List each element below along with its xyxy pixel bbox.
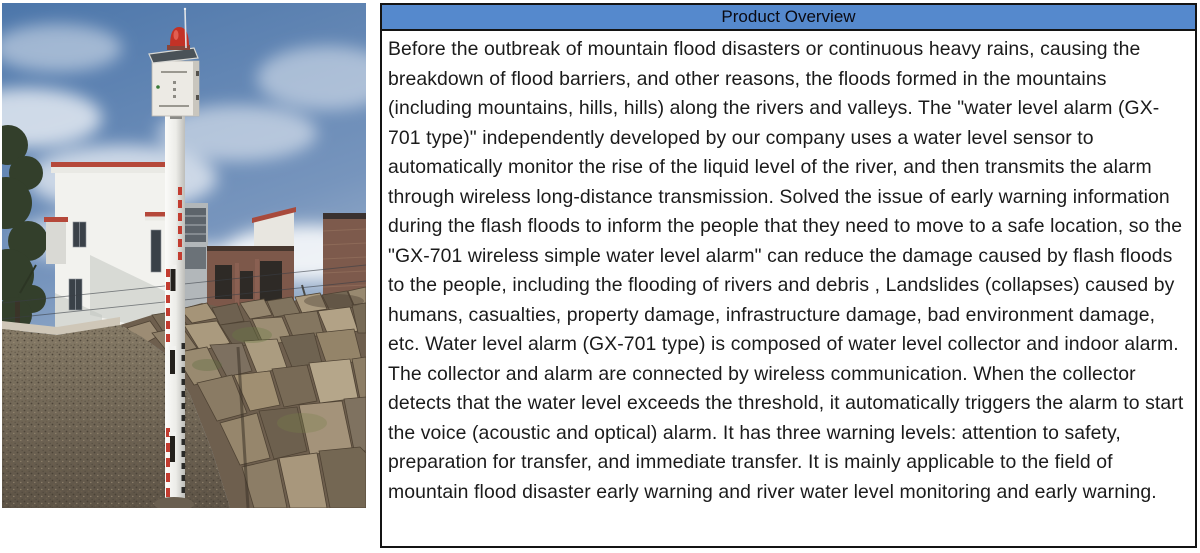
- site-photo: [2, 3, 366, 508]
- indicator-led: [156, 85, 160, 89]
- product-overview-panel: [380, 3, 1197, 548]
- panel-body-text: Before the outbreak of mountain flood disasters or continuous heavy rains, causing the breakdown of flood barriers, and other reasons, the floods formed in the mountains (including mountains, hills, hills) along the rivers and valleys. The "water level alarm (GX-701 type)" independently developed by our company uses a water level sensor to automatically monitor the rise of the liquid level of the river, and then transmits the alarm through wireless long-distance transmission. Solved the issue of early warning information during the flash floods to inform the people that they need to move to a safe location, so the "GX-701 wireless simple water level alarm" can reduce the damage caused by flash floods to the people, including the flooding of rivers and debris , Landslides (collapses) caused by humans, casualties, property damage, infrastructure damage, bad environment damage, etc. Water level alarm (GX-701 type) is composed of water level collector and indoor alarm. The collector and alarm are connected by wireless communication. When the collector detects that the water level exceeds the threshold, it automatically triggers the alarm to start the voice (acoustic and optical) alarm. It has three warning levels: attention to safety, preparation for transfer, and immediate transfer. It is mainly applicable to the field of mountain flood disaster early warning and river water level monitoring and early warning.: [388, 38, 1184, 503]
- site-photo-svg: [2, 3, 366, 508]
- panel-header-title: Product Overview: [382, 5, 1195, 31]
